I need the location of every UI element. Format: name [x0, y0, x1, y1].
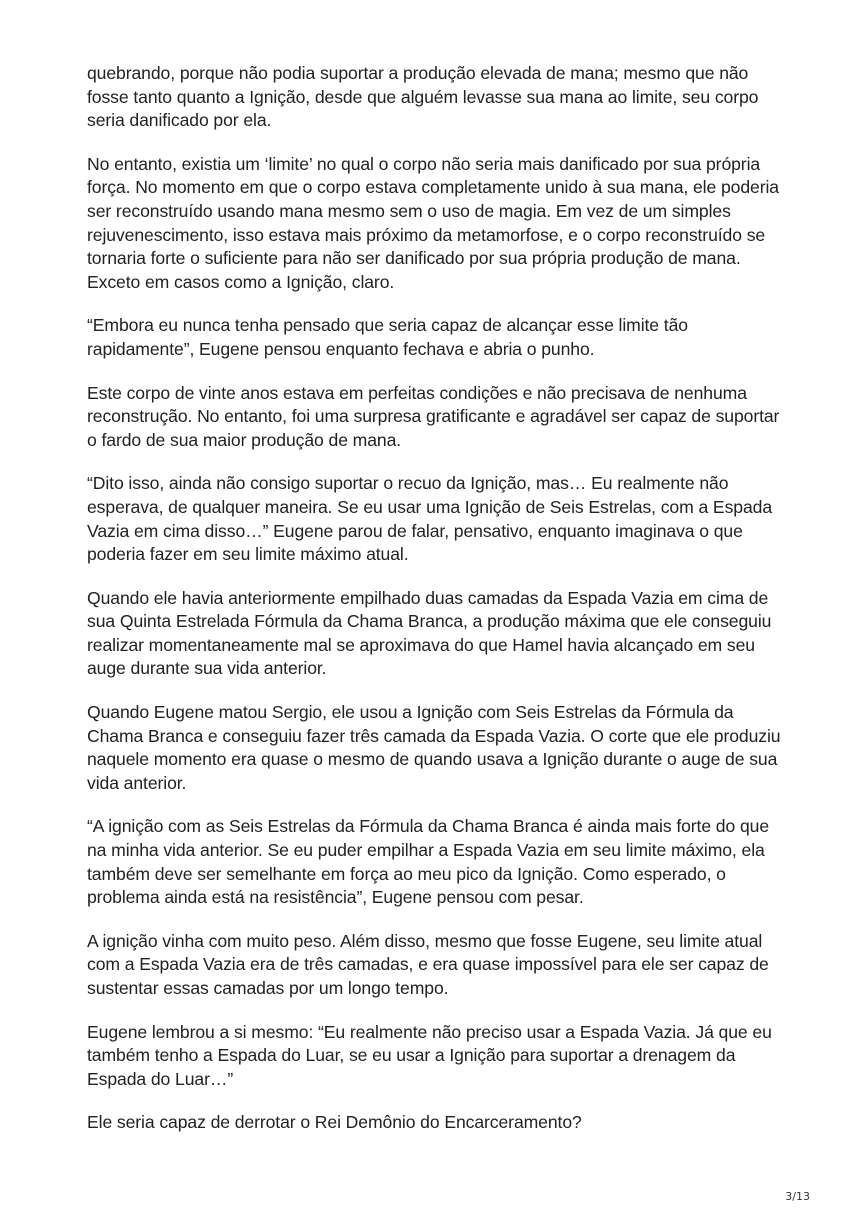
- page-number: 3/13: [785, 1190, 810, 1203]
- paragraph: “Embora eu nunca tenha pensado que seria capaz de alcançar esse limite tão rapidamente”, Eugene pensou enquanto fechava e abria o punho.: [87, 315, 688, 359]
- paragraph: “A ignição com as Seis Estrelas da Fórmula da Chama Branca é ainda mais forte do que na minha vida anterior. Se eu puder empilhar a Espada Vazia em seu limite máximo, ela também deve ser semelhante em força ao meu pico da Ignição. Como esperado, o problema ainda está na resistência”, Eugene pensou com pesar.: [87, 816, 770, 908]
- paragraph: Este corpo de vinte anos estava em perfeitas condições e não precisava de nenhuma reconstrução. No entanto, foi uma surpresa gratificante e agradável ser capaz de suportar o fardo de sua maior produção de mana.: [87, 382, 780, 450]
- paragraph: “Dito isso, ainda não consigo suportar o recuo da Ignição, mas… Eu realmente não esperava, de qualquer maneira. Se eu usar uma Ignição de Seis Estrelas, com a Espada Vazia em cima disso…” Eugene parou de falar, pensativo, enquanto imaginava o que poderia fazer em seu limite máximo atual.: [87, 473, 772, 565]
- paragraph: quebrando, porque não podia suportar a produção elevada de mana; mesmo que não fosse tanto quanto a Ignição, desde que alguém levasse sua mana ao limite, seu corpo seria danificado por ela.: [87, 63, 759, 131]
- paragraph: Eugene lembrou a si mesmo: “Eu realmente não preciso usar a Espada Vazia. Já que eu também tenho a Espada do Luar, se eu usar a Ignição para suportar a drenagem da Espada do Luar…”: [87, 1021, 772, 1089]
- paragraph: No entanto, existia um ‘limite’ no qual o corpo não seria mais danificado por sua própria força. No momento em que o corpo estava completamente unido à sua mana, ele poderia ser reconstruído usando mana mesmo sem o uso de magia. Em vez de um simples rejuvenescimento, isso estava mais próximo da metamorfose, e o corpo reconstruído se tornaria forte o suficiente para não ser danificado por sua própria produção de mana. Exceto em casos como a Ignição, claro.: [87, 153, 779, 292]
- paragraph: Quando Eugene matou Sergio, ele usou a Ignição com Seis Estrelas da Fórmula da Chama Branca e conseguiu fazer três camada da Espada Vazia. O corte que ele produziu naquele momento era quase o mesmo de quando usava a Ignição durante o auge de sua vida anterior.: [87, 702, 781, 793]
- paragraph: A ignição vinha com muito peso. Além disso, mesmo que fosse Eugene, seu limite atual com a Espada Vazia era de três camadas, e era quase impossível para ele ser capaz de sustentar essas camadas por um longo tempo.: [87, 930, 769, 998]
- paragraph: Ele seria capaz de derrotar o Rei Demônio do Encarceramento?: [87, 1112, 582, 1133]
- paragraph: Quando ele havia anteriormente empilhado duas camadas da Espada Vazia em cima de sua Quinta Estrelada Fórmula da Chama Branca, a produção máxima que ele conseguiu realizar momentaneamente mal se aproximava do que Hamel havia alcançado em seu auge durante sua vida anterior.: [87, 587, 772, 679]
- page-content: [87, 62, 787, 1155]
